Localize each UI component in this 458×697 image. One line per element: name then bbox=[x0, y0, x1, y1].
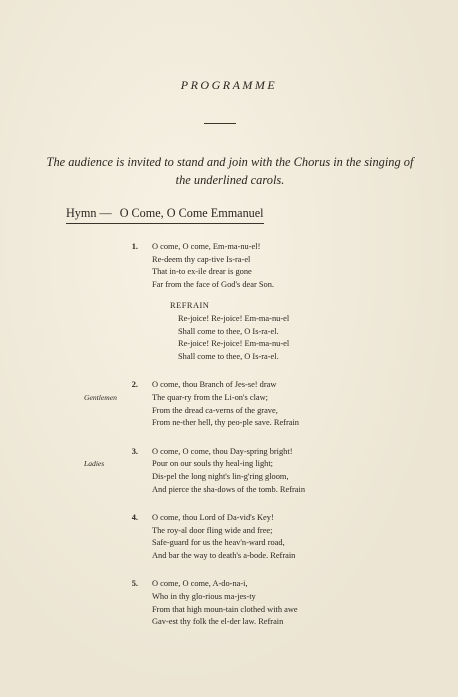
verse-line: Who in thy glo-rious ma-jes-ty bbox=[152, 592, 256, 602]
verse-line: Far from the face of God's dear Son. bbox=[152, 279, 274, 289]
audience-invitation: The audience is invited to stand and join with the Chorus in the singing of the underlined carols. bbox=[46, 155, 414, 187]
verse-line: And bar the way to death's a-bode. Refrain bbox=[152, 550, 296, 560]
hymn-title: O Come, O Come Emmanuel bbox=[119, 206, 264, 220]
verse-line: That in-to ex-ile drear is gone bbox=[152, 267, 252, 277]
divider-rule bbox=[204, 123, 236, 124]
hymn-verses bbox=[0, 241, 458, 641]
verse-line: Safe-guard for us the heav'n-ward road, bbox=[152, 538, 285, 548]
verse-line: O come, O come, A-do-na-i, bbox=[152, 579, 248, 589]
verse-line: O come, O come, Em-ma-nu-el! bbox=[152, 242, 261, 251]
verse-number: 3. bbox=[131, 446, 138, 456]
verse-line: And pierce the sha-dows of the tomb. Refrain bbox=[152, 484, 306, 494]
refrain-line: Re-joice! Re-joice! Em-ma-nu-el bbox=[178, 313, 290, 323]
voice-part-label: Gentlemen bbox=[84, 392, 117, 402]
verse-line: From the dread ca-verns of the grave, bbox=[152, 405, 278, 415]
verse-1 bbox=[0, 241, 458, 363]
voice-part-label: Ladies bbox=[84, 459, 105, 469]
verse-5 bbox=[0, 578, 458, 628]
verse-3 bbox=[0, 446, 458, 496]
verse-line: The roy-al door fling wide and free; bbox=[152, 525, 273, 535]
refrain-block bbox=[178, 313, 458, 363]
refrain-line: Shall come to thee, O Is-ra-el. bbox=[178, 351, 279, 361]
refrain-title: REFRAIN bbox=[170, 301, 210, 311]
verse-number: 5. bbox=[131, 579, 138, 589]
programme-title: PROGRAMME bbox=[180, 78, 278, 92]
refrain-line: Shall come to thee, O Is-ra-el. bbox=[178, 326, 279, 336]
hymn-label: Hymn — bbox=[66, 206, 112, 220]
verse-number: 1. bbox=[131, 242, 138, 251]
verse-4 bbox=[0, 512, 458, 562]
verse-line: Dis-pel the long night's lin-g'ring gloom, bbox=[152, 471, 289, 481]
verse-line: O come, O come, thou Day-spring bright! bbox=[152, 446, 293, 456]
refrain-line: Re-joice! Re-joice! Em-ma-nu-el bbox=[178, 339, 290, 349]
verse-line: Gav-est thy folk the el-der law. Refrain bbox=[152, 617, 284, 627]
verse-number: 4. bbox=[131, 513, 138, 523]
verse-number: 2. bbox=[131, 380, 138, 390]
verse-line: From ne-ther hell, thy peo-ple save. Refrain bbox=[152, 418, 299, 428]
hymn-heading bbox=[66, 206, 264, 224]
verse-2 bbox=[0, 379, 458, 429]
verse-line: O come, thou Lord of Da-vid's Key! bbox=[152, 513, 274, 523]
verse-line: Pour on our souls thy heal-ing light; bbox=[152, 459, 273, 469]
verse-line: From that high moun-tain clothed with awe bbox=[152, 604, 298, 614]
verse-line: O come, thou Branch of Jes-se! draw bbox=[152, 380, 277, 390]
verse-line: Re-deem thy cap-tive Is-ra-el bbox=[152, 254, 251, 264]
verse-line: The quar-ry from the Li-on's claw; bbox=[152, 392, 268, 402]
